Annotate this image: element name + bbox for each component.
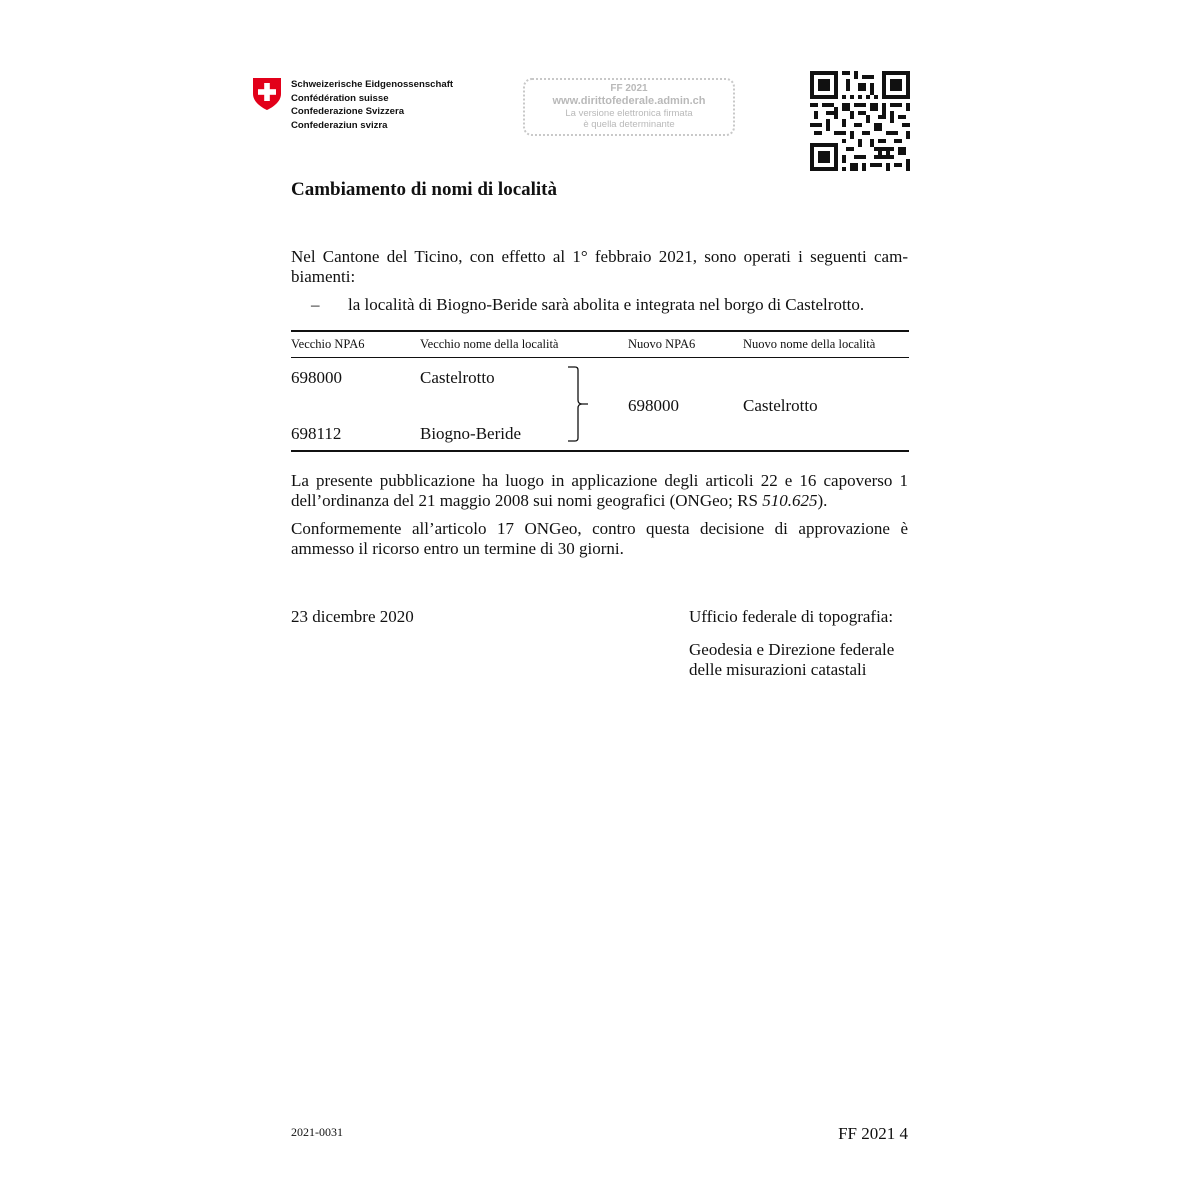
legal-basis-paragraph: [291, 471, 908, 511]
old-npa-cell: 698112: [291, 424, 342, 443]
page-title: Cambiamento di nomi di località: [291, 179, 558, 200]
issue-date: 23 dicembre 2020: [291, 607, 414, 626]
merge-brace: [566, 366, 590, 442]
division-line: Geodesia e Direzione federale: [689, 640, 895, 659]
old-name-cell: Biogno-Beride: [420, 424, 522, 443]
new-name-cell: Castelrotto: [743, 396, 818, 415]
bullet-text: la località di Biogno-Beride sarà abolita e integrata nel borgo di Castelrotto.: [348, 295, 865, 314]
issuer-line-rm: Confederaziun svizra: [291, 119, 388, 131]
issuing-division: [689, 640, 894, 680]
table-bottom-rule: [291, 450, 909, 452]
issuer-line-de: Schweizerische Eidgenossenschaft: [291, 79, 454, 90]
appeal-paragraph: Conformemente all’articolo 17 ONGeo, contro questa decisione di approvazione è ammesso il ricorso entro un termine di 30 giorni.: [291, 519, 908, 558]
header-new-name: Nuovo nome della località: [743, 337, 876, 351]
new-npa-cell: 698000: [628, 396, 679, 415]
header-old-name: Vecchio nome della località: [420, 337, 559, 351]
header-old-npa: Vecchio NPA6: [291, 337, 365, 351]
issuer-line-it: Confederazione Svizzera: [291, 106, 405, 117]
header-new-npa: Nuovo NPA6: [628, 337, 696, 351]
intro-paragraph: Nel Cantone del Ticino, con effetto al 1° febbraio 2021, sono operati i seguenti cambiamenti:: [291, 247, 908, 286]
legal-text-end: ).: [817, 491, 828, 510]
division-line: delle misurazioni catastali: [689, 660, 867, 679]
table-header-rule: [291, 357, 909, 358]
stamp-line-3: La versione elettronica firmata: [565, 108, 693, 119]
electronic-version-stamp: [523, 78, 735, 136]
document-id: 2021-0031: [291, 1125, 343, 1139]
old-name-cell: Castelrotto: [420, 368, 495, 387]
old-npa-cell: 698000: [291, 368, 342, 387]
qr-code-icon: [810, 71, 910, 171]
stamp-line-1: FF 2021: [610, 83, 648, 94]
stamp-line-4: è quella determinante: [583, 119, 675, 130]
page-reference: FF 2021 4: [838, 1124, 908, 1143]
issuer-line-fr: Confédération suisse: [291, 92, 389, 104]
legal-text: La presente pubblicazione ha luogo in applicazione degli articoli 22 e 16 capoverso 1 dell’ordinanza del 21 maggio 2008 sui nomi geografici (ONGeo; RS: [291, 471, 908, 510]
stamp-url: www.dirittofederale.admin.ch: [552, 95, 706, 107]
issuer-block: [291, 78, 453, 132]
legal-reference: 510.625: [762, 491, 818, 510]
issuing-office: Ufficio federale di topografia:: [689, 607, 894, 626]
bullet-dash: –: [311, 295, 320, 314]
table-top-rule: [291, 330, 909, 332]
swiss-coat-of-arms-logo: [251, 76, 283, 112]
